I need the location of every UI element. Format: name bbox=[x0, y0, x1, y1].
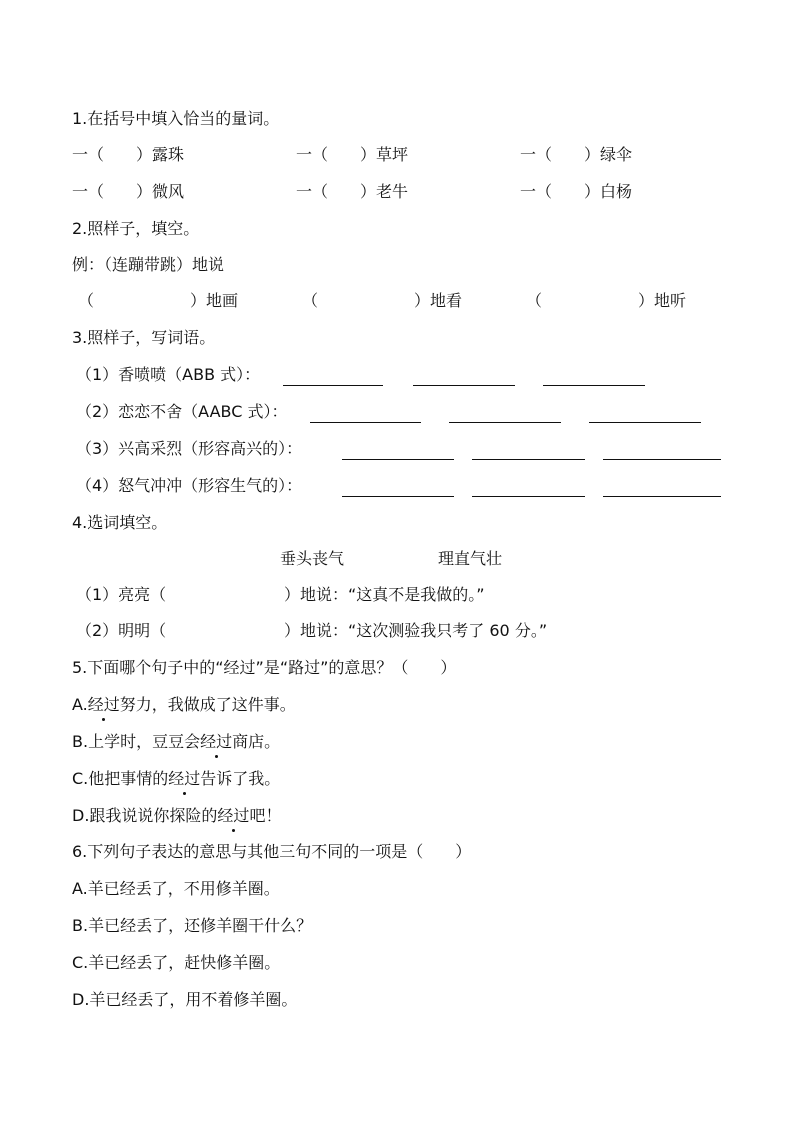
answer-blank[interactable] bbox=[543, 384, 645, 386]
q1-item[interactable]: 一（ ）老牛 bbox=[296, 182, 409, 201]
q2-title: 2.照样子，填空。 bbox=[72, 219, 200, 238]
q1-row-1 bbox=[72, 144, 743, 166]
emphasized-word: 经过 bbox=[217, 806, 250, 825]
q5-title: 5.下面哪个句子中的“经过”是“路过”的意思？（ ） bbox=[72, 658, 457, 677]
q6-option-c[interactable]: C.羊已经丢了，赶快修羊圈。 bbox=[72, 953, 281, 972]
answer-blank[interactable] bbox=[413, 384, 515, 386]
q1-item[interactable]: 一（ ）绿伞 bbox=[520, 145, 633, 164]
q5-option-c[interactable] bbox=[72, 768, 280, 790]
answer-blank[interactable] bbox=[283, 384, 383, 386]
word-option: 理直气壮 bbox=[438, 549, 503, 568]
answer-blank[interactable] bbox=[342, 458, 454, 460]
q4-item-suffix: ）地说：“这真不是我做的。” bbox=[284, 585, 485, 604]
q3-item-label: （4）怒气冲冲（形容生气的）： bbox=[76, 476, 303, 495]
q5-option-b[interactable] bbox=[72, 731, 280, 753]
q2-example: 例：（连蹦带跳）地说 bbox=[72, 255, 225, 274]
q3-title: 3.照样子，写词语。 bbox=[72, 328, 216, 347]
option-text: 努力，我做成了这件事。 bbox=[119, 695, 296, 714]
option-text: A. bbox=[72, 695, 88, 714]
emphasized-word: 经过 bbox=[200, 732, 233, 751]
q6-option-a[interactable]: A.羊已经丢了，不用修羊圈。 bbox=[72, 879, 280, 898]
q4-item-prefix: （1）亮亮（ bbox=[76, 585, 167, 604]
q2-row bbox=[72, 290, 743, 312]
q4-title: 4.选词填空。 bbox=[72, 513, 168, 532]
q6-option-d[interactable]: D.羊已经丢了，用不着修羊圈。 bbox=[72, 990, 298, 1009]
q3-item-2 bbox=[72, 401, 743, 423]
q4-item-suffix: ）地说：“这次测验我只考了 60 分。” bbox=[284, 621, 548, 640]
q4-word-bank bbox=[72, 548, 743, 570]
answer-blank[interactable] bbox=[603, 495, 721, 497]
q2-item[interactable]: （ ）地听 bbox=[526, 291, 687, 310]
answer-blank[interactable] bbox=[449, 421, 561, 423]
q1-title: 1.在括号中填入恰当的量词。 bbox=[72, 109, 280, 128]
q4-item-2 bbox=[72, 620, 743, 642]
option-text: 告诉了我。 bbox=[200, 769, 281, 788]
word-option: 垂头丧气 bbox=[280, 549, 345, 568]
answer-blank[interactable] bbox=[342, 495, 454, 497]
option-text: B.上学时，豆豆会 bbox=[72, 732, 201, 751]
q5-option-d[interactable] bbox=[72, 805, 281, 827]
q3-item-label: （1）香喷喷（ABB 式）： bbox=[76, 365, 261, 384]
q4-item-1 bbox=[72, 584, 743, 606]
q2-item[interactable]: （ ）地看 bbox=[302, 291, 463, 310]
answer-blank[interactable] bbox=[472, 458, 585, 460]
q3-item-label: （2）恋恋不舍（AABC 式）： bbox=[76, 402, 288, 421]
option-text: D.跟我说说你探险的 bbox=[72, 806, 218, 825]
answer-blank[interactable] bbox=[589, 421, 701, 423]
q6-option-b[interactable]: B.羊已经丢了，还修羊圈干什么？ bbox=[72, 916, 313, 935]
q1-item[interactable]: 一（ ）露珠 bbox=[72, 145, 185, 164]
q3-item-1 bbox=[72, 364, 743, 386]
q3-item-label: （3）兴高采烈（形容高兴的）： bbox=[76, 439, 303, 458]
option-text: 吧！ bbox=[249, 806, 282, 825]
q1-row-2 bbox=[72, 181, 743, 203]
q3-item-4 bbox=[72, 475, 743, 497]
emphasized-word: 经过 bbox=[87, 695, 120, 714]
q6-title: 6.下列句子表达的意思与其他三句不同的一项是（ ） bbox=[72, 842, 472, 861]
q5-option-a[interactable] bbox=[72, 694, 296, 716]
q2-item[interactable]: （ ）地画 bbox=[78, 291, 239, 310]
q3-item-3 bbox=[72, 438, 743, 460]
q4-item-prefix: （2）明明（ bbox=[76, 621, 167, 640]
emphasized-word: 经过 bbox=[168, 769, 201, 788]
option-text: C.他把事情的 bbox=[72, 769, 169, 788]
q1-item[interactable]: 一（ ）草坪 bbox=[296, 145, 409, 164]
q1-item[interactable]: 一（ ）微风 bbox=[72, 182, 185, 201]
answer-blank[interactable] bbox=[310, 421, 421, 423]
q1-item[interactable]: 一（ ）白杨 bbox=[520, 182, 633, 201]
answer-blank[interactable] bbox=[603, 458, 721, 460]
option-text: 商店。 bbox=[232, 732, 281, 751]
answer-blank[interactable] bbox=[472, 495, 585, 497]
